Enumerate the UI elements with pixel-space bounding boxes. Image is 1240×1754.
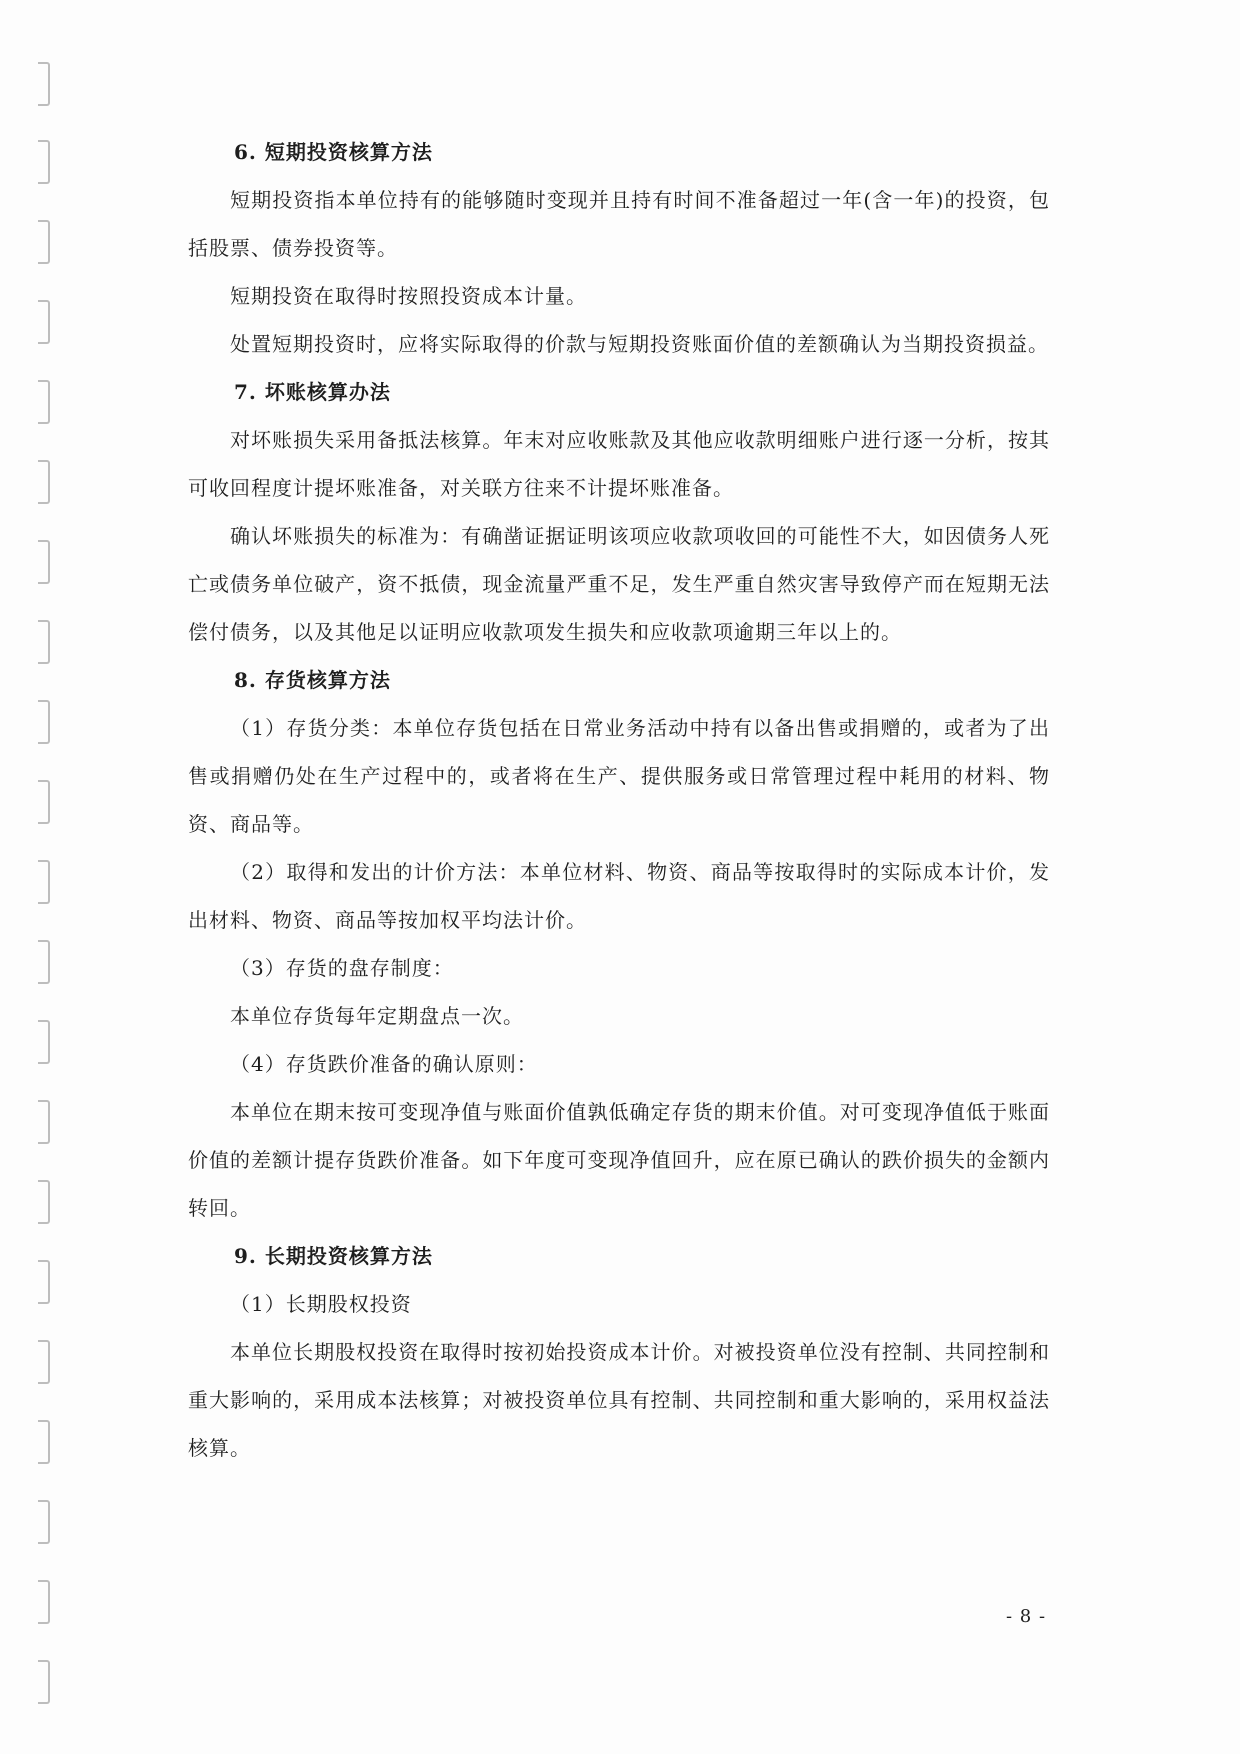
binding-hole-mark xyxy=(38,620,50,664)
binding-hole-mark xyxy=(38,300,50,344)
binding-hole-mark xyxy=(38,140,50,184)
binding-hole-mark xyxy=(38,1500,50,1544)
binding-hole-mark xyxy=(38,700,50,744)
paragraph: （2）取得和发出的计价方法：本单位材料、物资、商品等按取得时的实际成本计价，发出材料、物资、商品等按加权平均法计价。 xyxy=(188,860,1050,932)
paragraph: 本单位在期末按可变现净值与账面价值孰低确定存货的期末价值。对可变现净值低于账面价值的差额计提存货跌价准备。如下年度可变现净值回升，应在原已确认的跌价损失的金额内转回。 xyxy=(188,1100,1050,1220)
section-heading-bad-debt: 7. 坏账核算办法 xyxy=(234,380,391,404)
paragraph: 短期投资指本单位持有的能够随时变现并且持有时间不准备超过一年(含一年)的投资，包括股票、债券投资等。 xyxy=(188,188,1050,260)
section-heading-long-term-investment: 9. 长期投资核算方法 xyxy=(234,1244,433,1268)
paragraph: 确认坏账损失的标准为：有确凿证据证明该项应收款项收回的可能性不大，如因债务人死亡或债务单位破产，资不抵债，现金流量严重不足，发生严重自然灾害导致停产而在短期无法偿付债务，以及其他足以证明应收款项发生损失和应收款项逾期三年以上的。 xyxy=(188,524,1050,644)
binding-hole-mark xyxy=(38,1580,50,1624)
binding-hole-mark xyxy=(38,540,50,584)
paragraph: 本单位存货每年定期盘点一次。 xyxy=(230,1004,524,1028)
paragraph: （4）存货跌价准备的确认原则： xyxy=(230,1052,538,1076)
document-body xyxy=(188,128,1050,1472)
binding-hole-mark xyxy=(38,860,50,904)
binding-hole-mark xyxy=(38,1660,50,1704)
binding-hole-mark xyxy=(38,220,50,264)
paragraph: 处置短期投资时，应将实际取得的价款与短期投资账面价值的差额确认为当期投资损益。 xyxy=(230,332,1049,356)
section-heading-inventory: 8. 存货核算方法 xyxy=(234,668,391,692)
binding-hole-mark xyxy=(38,1100,50,1144)
binding-hole-mark xyxy=(38,940,50,984)
binding-hole-mark xyxy=(38,62,50,106)
binding-hole-mark xyxy=(38,460,50,504)
binding-hole-mark xyxy=(38,380,50,424)
binding-hole-mark xyxy=(38,1340,50,1384)
page-number: - 8 - xyxy=(1006,1606,1047,1627)
paragraph: （3）存货的盘存制度： xyxy=(230,956,454,980)
paragraph: 本单位长期股权投资在取得时按初始投资成本计价。对被投资单位没有控制、共同控制和重大影响的，采用成本法核算；对被投资单位具有控制、共同控制和重大影响的，采用权益法核算。 xyxy=(188,1340,1050,1460)
binding-hole-mark xyxy=(38,1260,50,1304)
paragraph: 对坏账损失采用备抵法核算。年末对应收账款及其他应收款明细账户进行逐一分析，按其可收回程度计提坏账准备，对关联方往来不计提坏账准备。 xyxy=(188,428,1050,500)
binding-hole-mark xyxy=(38,780,50,824)
binding-hole-mark xyxy=(38,1020,50,1064)
paragraph: （1）存货分类：本单位存货包括在日常业务活动中持有以备出售或捐赠的，或者为了出售或捐赠仍处在生产过程中的，或者将在生产、提供服务或日常管理过程中耗用的材料、物资、商品等。 xyxy=(188,716,1050,836)
binding-hole-mark xyxy=(38,1180,50,1224)
paragraph: 短期投资在取得时按照投资成本计量。 xyxy=(230,284,587,308)
section-heading-short-term-investment: 6. 短期投资核算方法 xyxy=(234,140,433,164)
binding-hole-mark xyxy=(38,1420,50,1464)
paragraph: （1）长期股权投资 xyxy=(230,1292,412,1316)
